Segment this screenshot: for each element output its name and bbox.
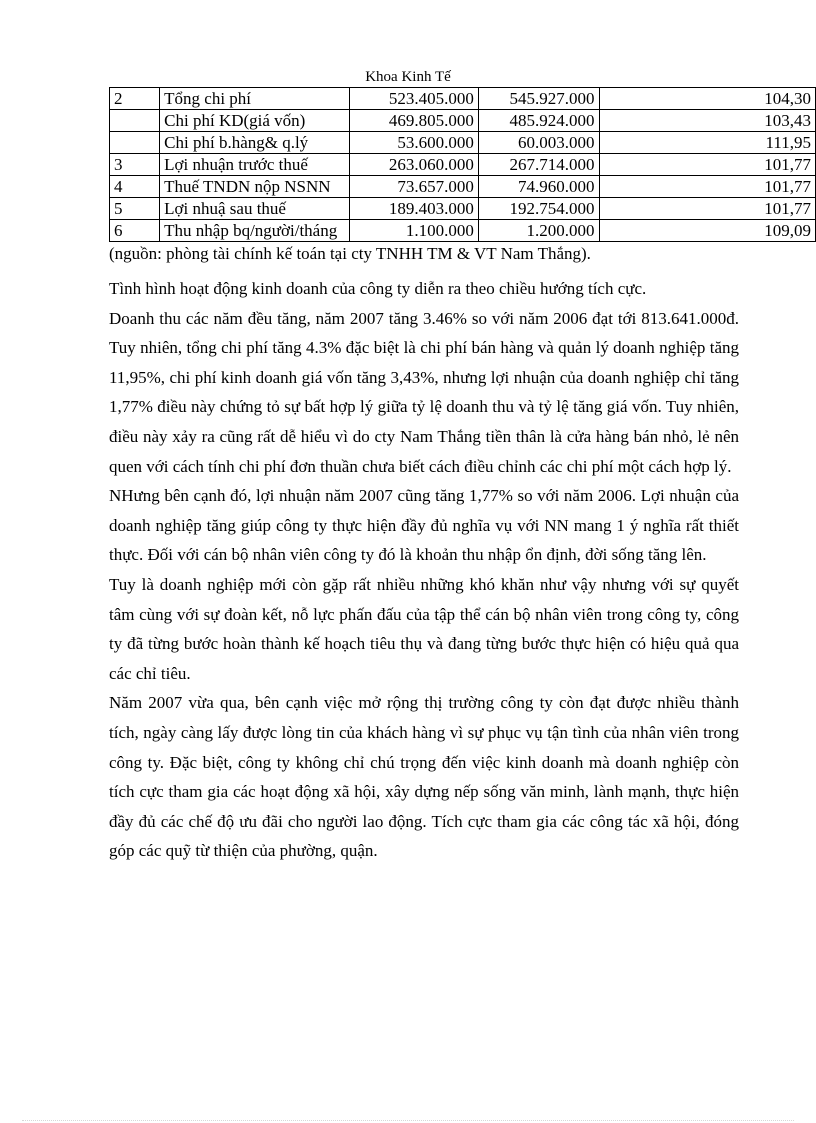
page-bottom-divider [22, 1120, 794, 1121]
ratio-percent: 101,77 [599, 176, 815, 198]
row-label: Chi phí b.hàng& q.lý [160, 132, 350, 154]
value-2007: 192.754.000 [478, 198, 599, 220]
table-row [110, 110, 816, 132]
value-2006: 53.600.000 [350, 132, 479, 154]
ratio-percent: 101,77 [599, 198, 815, 220]
row-number: 2 [110, 88, 160, 110]
value-2006: 1.100.000 [350, 220, 479, 242]
row-number: 4 [110, 176, 160, 198]
table-row [110, 88, 816, 110]
value-2006: 523.405.000 [350, 88, 479, 110]
value-2007: 485.924.000 [478, 110, 599, 132]
table-row [110, 220, 816, 242]
value-2006: 469.805.000 [350, 110, 479, 132]
table-row [110, 154, 816, 176]
value-2007: 267.714.000 [478, 154, 599, 176]
value-2006: 73.657.000 [350, 176, 479, 198]
table-row [110, 176, 816, 198]
value-2006: 189.403.000 [350, 198, 479, 220]
row-label: Thu nhập bq/người/tháng [160, 220, 350, 242]
paragraph: Doanh thu các năm đều tăng, năm 2007 tăng 3.46% so với năm 2006 đạt tới 813.641.000đ. Tuy nhiên, tổng chi phí tăng 4.3% đặc biệt là chi phí bán hàng và quản lý doanh nghiệp tăng 11,95%, chi phí kinh doanh giá vốn tăng 3,43%, nhưng lợi nhuận của doanh nghiệp chỉ tăng 1,77% điều này chứng tỏ sự bất hợp lý giữa tỷ lệ doanh thu và tỷ lệ tăng giá vốn. Tuy nhiên, điều này xảy ra cũng rất dễ hiểu vì do cty Nam Thắng tiền thân là cửa hàng bán nhỏ, lẻ nên quen với cách tính chi phí đơn thuần chưa biết cách điều chỉnh các chi phí một cách hợp lý. [109, 308, 739, 476]
row-label: Tổng chi phí [160, 88, 350, 110]
ratio-percent: 103,43 [599, 110, 815, 132]
row-number: 6 [110, 220, 160, 242]
row-number: 3 [110, 154, 160, 176]
paragraph: Năm 2007 vừa qua, bên cạnh việc mở rộng thị trường công ty còn đạt được nhiều thành tích, ngày càng lấy được lòng tin của khách hàng vì sự phục vụ tận tình của nhân viên trong công ty. Đặc biệt, công ty không chỉ chú trọng đến việc kinh doanh mà doanh nghiệp còn tích cực tham gia các hoạt động xã hội, xây dựng nếp sống văn minh, lành mạnh, thực hiện đầy đủ các chế độ ưu đãi cho người lao động. Tích cực tham gia các công tác xã hội, đóng góp các quỹ từ thiện của phường, quận. [109, 693, 739, 861]
value-2007: 74.960.000 [478, 176, 599, 198]
row-number [110, 110, 160, 132]
value-2007: 60.003.000 [478, 132, 599, 154]
value-2006: 263.060.000 [350, 154, 479, 176]
body-text [109, 274, 739, 866]
paragraph: Tình hình hoạt động kinh doanh của công ty diễn ra theo chiều hướng tích cực. [109, 279, 647, 298]
row-label: Lợi nhuận trước thuế [160, 154, 350, 176]
row-number: 5 [110, 198, 160, 220]
ratio-percent: 101,77 [599, 154, 815, 176]
ratio-percent: 104,30 [599, 88, 815, 110]
row-label: Chi phí KD(giá vốn) [160, 110, 350, 132]
value-2007: 1.200.000 [478, 220, 599, 242]
row-label: Thuế TNDN nộp NSNN [160, 176, 350, 198]
table-row [110, 198, 816, 220]
source-note: (nguồn: phòng tài chính kế toán tại cty TNHH TM & VT Nam Thắng). [109, 244, 591, 263]
financial-table [109, 87, 816, 242]
value-2007: 545.927.000 [478, 88, 599, 110]
row-number [110, 132, 160, 154]
ratio-percent: 109,09 [599, 220, 815, 242]
paragraph: NHưng bên cạnh đó, lợi nhuận năm 2007 cũng tăng 1,77% so với năm 2006. Lợi nhuận của doanh nghiệp tăng giúp công ty thực hiện đầy đủ nghĩa vụ với NN mang 1 ý nghĩa rất thiết thực. Đối với cán bộ nhân viên công ty đó là khoản thu nhập ổn định, đời sống tăng lên. [109, 486, 739, 565]
row-label: Lợi nhuậ sau thuế [160, 198, 350, 220]
paragraph: Tuy là doanh nghiệp mới còn gặp rất nhiều những khó khăn như vậy nhưng với sự quyết tâm cùng với sự đoàn kết, nỗ lực phấn đấu của tập thể cán bộ nhân viên trong công ty, công ty đã từng bước hoàn thành kế hoạch tiêu thụ và đang từng bước thực hiện có hiệu quả qua các chỉ tiêu. [109, 574, 739, 683]
page-header: Khoa Kinh Tế [365, 69, 451, 85]
ratio-percent: 111,95 [599, 132, 815, 154]
table-row [110, 132, 816, 154]
